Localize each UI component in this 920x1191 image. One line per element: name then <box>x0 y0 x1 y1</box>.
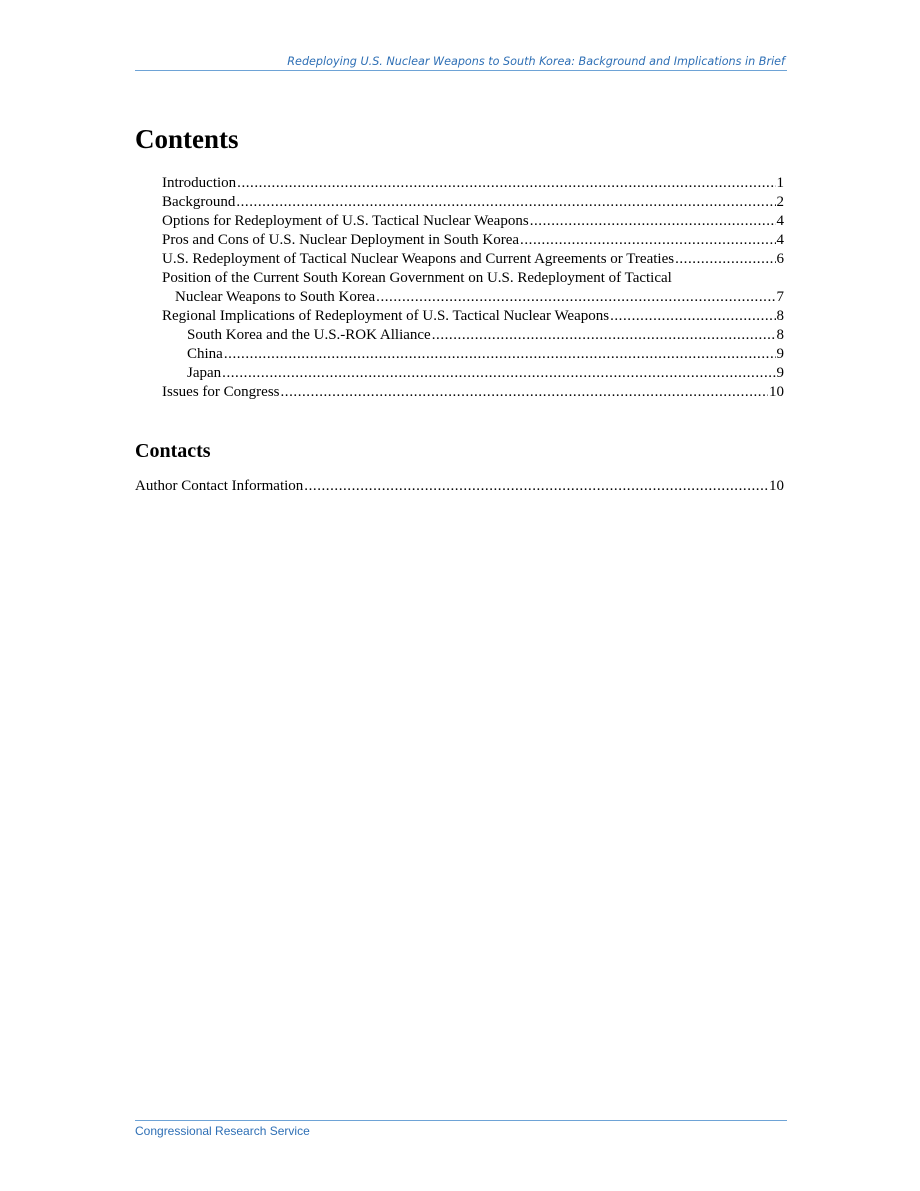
toc-entry-south-korean-position[interactable] <box>162 269 784 288</box>
toc-entry-background[interactable] <box>162 193 784 212</box>
toc-entry-label: Pros and Cons of U.S. Nuclear Deployment in South Korea <box>162 232 520 248</box>
contacts-list <box>135 477 784 496</box>
toc-entry-label: Regional Implications of Redeployment of U.S. Tactical Nuclear Weapons <box>162 308 610 324</box>
running-header <box>135 54 787 71</box>
header-title: Redeploying U.S. Nuclear Weapons to South Korea: Background and Implications in Brief <box>287 55 785 68</box>
dot-leader <box>222 364 775 383</box>
contents-list <box>162 174 784 402</box>
toc-entry-label-continued: Nuclear Weapons to South Korea <box>175 289 376 305</box>
toc-entry-regional-implications[interactable] <box>162 307 784 326</box>
dot-leader <box>610 307 775 326</box>
dot-leader <box>520 231 775 250</box>
toc-entry-south-korean-position-cont[interactable] <box>162 288 784 307</box>
contents-heading: Contents <box>135 124 239 154</box>
toc-entry-issues-for-congress[interactable] <box>162 383 784 402</box>
dot-leader <box>675 250 775 269</box>
toc-page-number: 8 <box>776 327 784 343</box>
toc-page-number: 4 <box>776 213 784 229</box>
toc-entry-label: Introduction <box>162 175 237 191</box>
toc-entry-author-contact[interactable] <box>135 477 784 496</box>
toc-page-number: 10 <box>769 478 784 494</box>
toc-page-number: 4 <box>776 232 784 248</box>
toc-entry-label: Options for Redeployment of U.S. Tactical Nuclear Weapons <box>162 213 529 229</box>
dot-leader <box>304 477 768 496</box>
toc-page-number: 7 <box>776 289 784 305</box>
toc-entry-label: South Korea and the U.S.-ROK Alliance <box>187 327 431 343</box>
toc-entry-china[interactable] <box>162 345 784 364</box>
page-footer <box>135 1120 787 1138</box>
dot-leader <box>237 174 775 193</box>
toc-page-number: 10 <box>769 384 784 400</box>
toc-entry-label: Japan <box>187 365 222 381</box>
footer-text: Congressional Research Service <box>135 1124 310 1138</box>
dot-leader <box>376 288 775 307</box>
dot-leader <box>530 212 776 231</box>
toc-page-number: 9 <box>776 365 784 381</box>
contacts-heading: Contacts <box>135 440 211 462</box>
toc-entry-introduction[interactable] <box>162 174 784 193</box>
toc-entry-label: U.S. Redeployment of Tactical Nuclear Weapons and Current Agreements or Treaties <box>162 251 675 267</box>
toc-entry-label: China <box>187 346 223 362</box>
toc-page-number: 9 <box>776 346 784 362</box>
dot-leader <box>281 383 769 402</box>
toc-page-number: 6 <box>776 251 784 267</box>
dot-leader <box>224 345 776 364</box>
dot-leader <box>236 193 775 212</box>
toc-entry-label: Background <box>162 194 236 210</box>
toc-page-number: 8 <box>776 308 784 324</box>
toc-entry-options[interactable] <box>162 212 784 231</box>
toc-entry-japan[interactable] <box>162 364 784 383</box>
dot-leader <box>432 326 776 345</box>
toc-entry-label: Position of the Current South Korean Government on U.S. Redeployment of Tactical <box>162 270 672 286</box>
toc-entry-pros-cons[interactable] <box>162 231 784 250</box>
toc-page-number: 1 <box>776 175 784 191</box>
toc-entry-label: Author Contact Information <box>135 478 304 494</box>
toc-page-number: 2 <box>776 194 784 210</box>
toc-entry-south-korea-alliance[interactable] <box>162 326 784 345</box>
toc-entry-agreements-treaties[interactable] <box>162 250 784 269</box>
toc-entry-label: Issues for Congress <box>162 384 280 400</box>
